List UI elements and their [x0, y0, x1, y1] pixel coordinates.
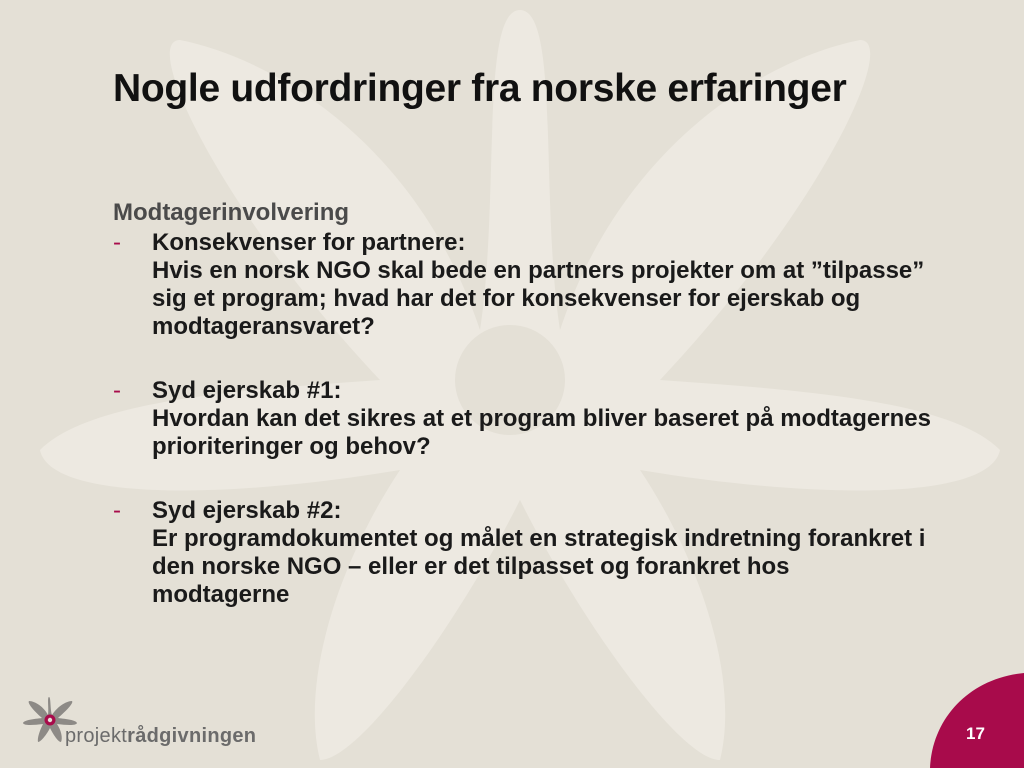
slide-title: Nogle udfordringer fra norske erfaringer — [113, 67, 847, 110]
bullet-item — [113, 229, 933, 341]
bullet-heading: Konsekvenser for partnere: — [152, 229, 466, 256]
bullet-heading: Syd ejerskab #2: — [152, 497, 342, 524]
logo-text-light: projekt — [65, 725, 128, 747]
page-number-corner-shape — [930, 673, 1024, 768]
bullet-item — [113, 377, 933, 461]
section-heading: Modtagerinvolvering — [113, 199, 350, 226]
bullet-dash: - — [113, 377, 121, 404]
logo-text — [65, 725, 256, 748]
page-number: 17 — [966, 724, 985, 743]
bullet-body: Hvis en norsk NGO skal bede en partners projekter om at ”tilpasse” sig et program; hvad har det for konsekvenser for ejerskab og modtageransvaret? — [152, 257, 925, 340]
bullet-heading: Syd ejerskab #1: — [152, 377, 342, 404]
bullet-dash: - — [113, 229, 121, 256]
slide-content — [113, 196, 933, 645]
bullet-item — [113, 497, 933, 609]
organization-logo — [22, 695, 282, 755]
bullet-body: Hvordan kan det sikres at et program bliver baseret på modtagernes prioriteringer og behov? — [152, 405, 931, 460]
bullet-body: Er programdokumentet og målet en strategisk indretning forankret i den norske NGO – eller er det tilpasset og forankret hos modtagerne — [152, 525, 926, 608]
bullet-dash: - — [113, 497, 121, 524]
logo-text-bold: rådgivningen — [127, 725, 257, 747]
